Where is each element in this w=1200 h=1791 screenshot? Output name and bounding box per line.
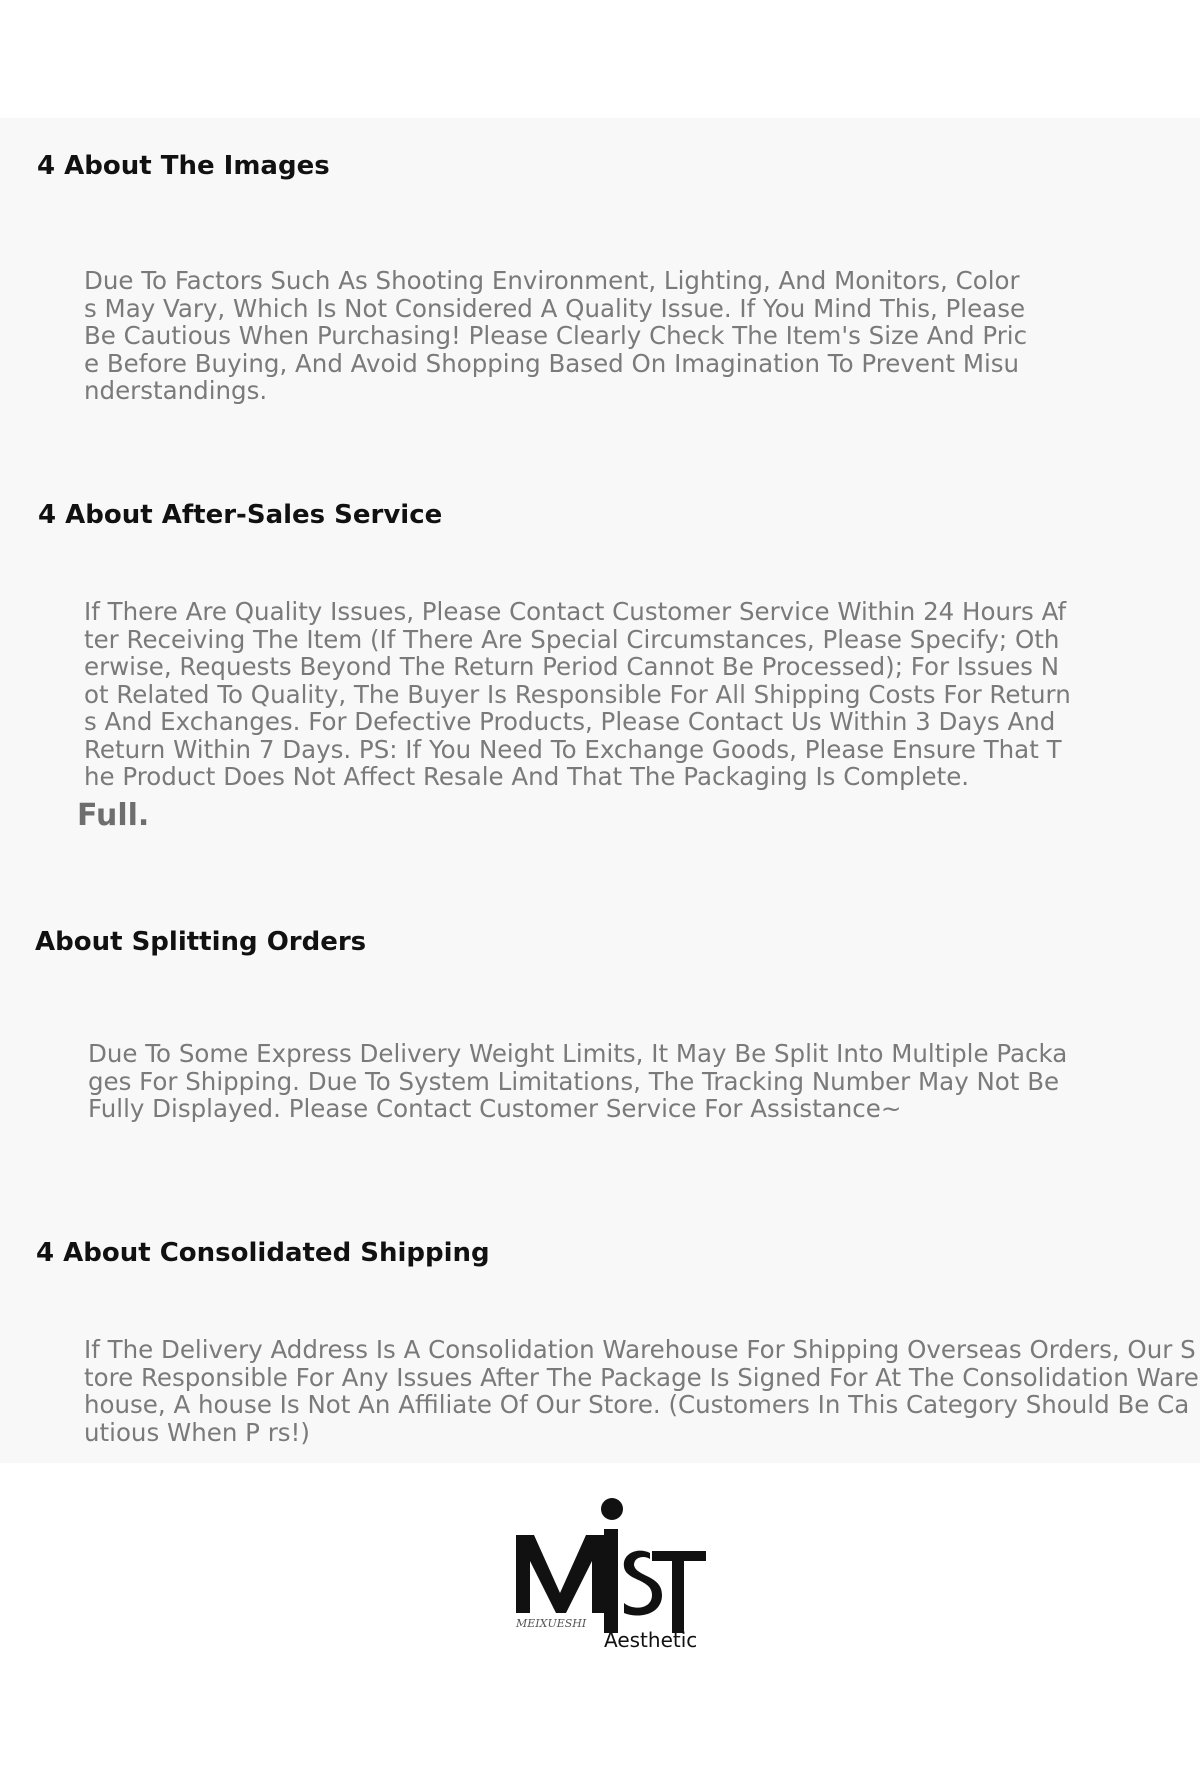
section-note-full: Full. [77,798,150,833]
brand-logo-dot [601,1498,623,1520]
brand-logo-letter-i [604,1529,618,1633]
section-text-consolidated-shipping: If The Delivery Address Is A Consolidation Warehouse For Shipping Overseas Orders, Our Store Responsible For Any Issues After The Package Is Signed For At The Consolidation Warehouse, A house Is Not An Affiliate Of Our Store. (Customers In This Category Should Be Cautious When P rs!) [84,1336,1199,1447]
brand-logo-letter-m [516,1535,606,1613]
section-heading-consolidated-shipping: 4 About Consolidated Shipping [36,1238,490,1268]
brand-tagline: Aesthetic [604,1628,698,1652]
section-heading-images: 4 About The Images [37,151,330,181]
section-text-splitting-orders: Due To Some Express Delivery Weight Limits, It May Be Split Into Multiple Packages For Shipping. Due To System Limitations, The Tracking Number May Not Be Fully Displayed. Please Contact Customer Service For Assistance~ [88,1039,1068,1123]
section-text-consolidated-shipping-clip [84,1336,1200,1456]
section-heading-splitting-orders: About Splitting Orders [35,927,367,957]
section-text-images: Due To Factors Such As Shooting Environment, Lighting, And Monitors, Colors May Vary, Which Is Not Considered A Quality Issue. If You Mind This, Please Be Cautious When Purchasing! Please Clearly Check The Item's Size And Price Before Buying, And Avoid Shopping Based On Imagination To Prevent Misunderstandings. [84,266,1028,405]
brand-logo-small-text: MEIXUESHI [516,1617,587,1630]
section-heading-after-sales: 4 About After-Sales Service [38,500,443,530]
section-text-after-sales: If There Are Quality Issues, Please Contact Customer Service Within 24 Hours After Receiving The Item (If There Are Special Circumstances, Please Specify; Otherwise, Requests Beyond The Return Period Cannot Be Processed); For Issues Not Related To Quality, The Buyer Is Responsible For All Shipping Costs For Returns And Exchanges. For Defective Products, Please Contact Us Within 3 Days And Return Within 7 Days. PS: If You Need To Exchange Goods, Please Ensure That The Product Does Not Affect Resale And That The Packaging Is Complete. [84,597,1071,791]
